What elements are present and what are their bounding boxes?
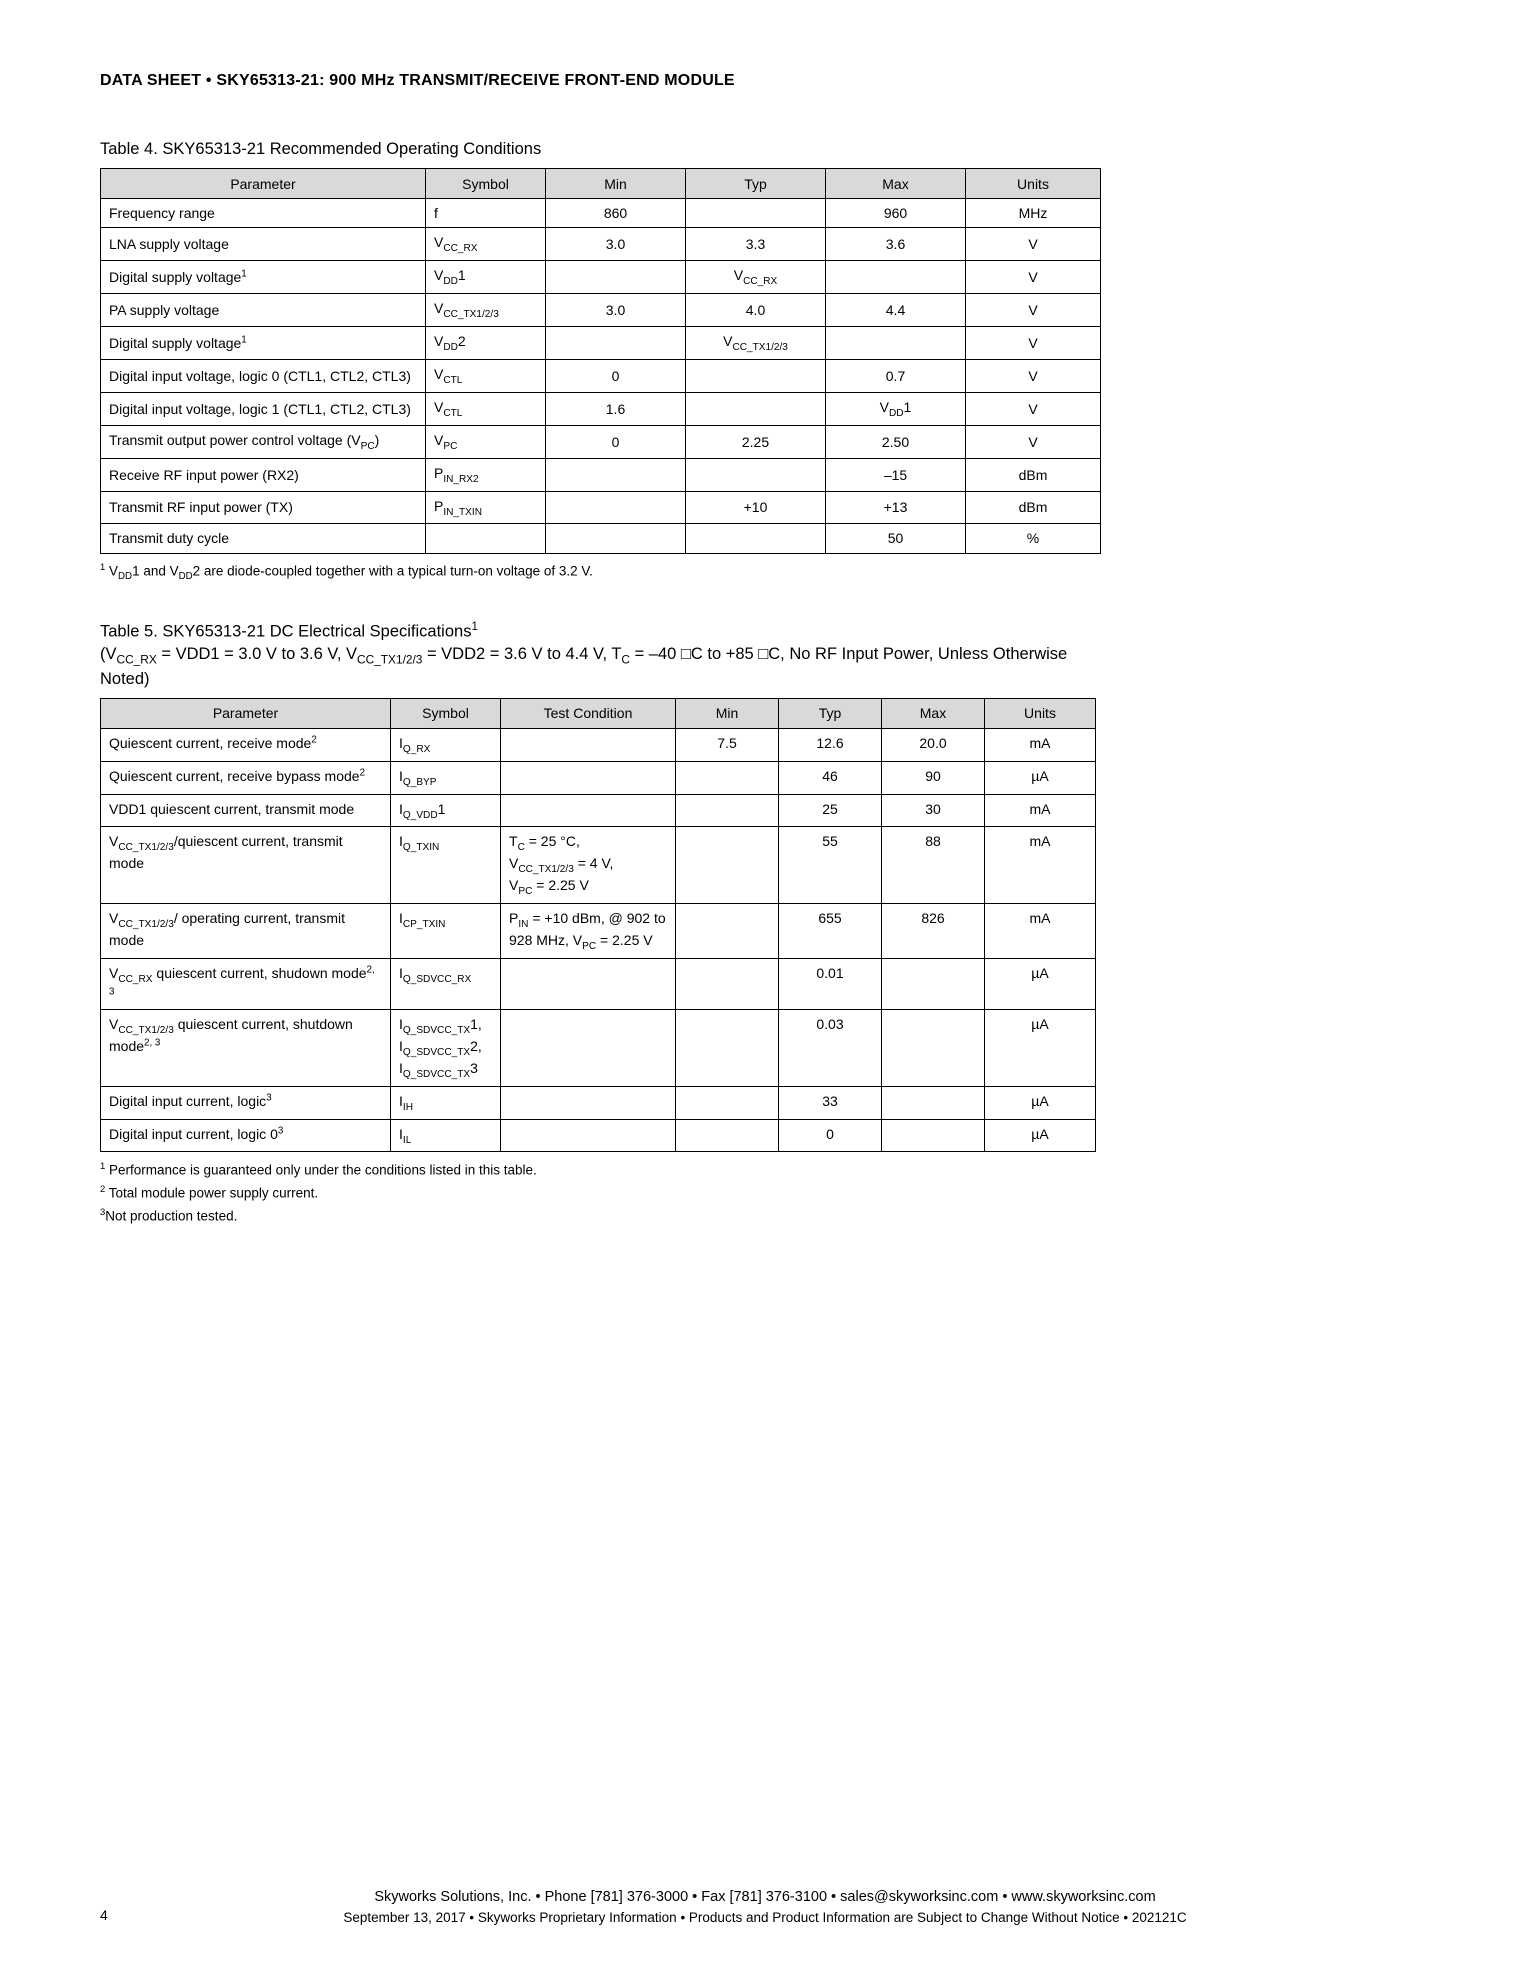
table-cell	[501, 1009, 676, 1086]
table-cell: f	[426, 199, 546, 228]
table4-recommended-operating-conditions	[100, 168, 1101, 553]
table-cell: µA	[985, 1086, 1096, 1119]
table-cell: V	[966, 360, 1101, 393]
column-header: Test Condition	[501, 698, 676, 728]
table-cell: %	[966, 524, 1101, 553]
table-cell: $P_{IN\_RX2}$	[426, 458, 546, 491]
table-cell: µA	[985, 1119, 1096, 1152]
table-cell: 3.0	[546, 294, 686, 327]
table-cell: 0.01	[779, 958, 882, 1009]
column-header: Min	[676, 698, 779, 728]
column-header: Typ	[686, 169, 826, 199]
table-row	[101, 1119, 1096, 1152]
table-cell: +10	[686, 491, 826, 524]
table5-body	[101, 728, 1096, 1152]
table-cell: V	[966, 327, 1101, 360]
table-cell: V	[966, 425, 1101, 458]
table-cell: $V_{CC\_RX}$	[426, 228, 546, 261]
table-cell	[826, 327, 966, 360]
table-cell: $I_{Q\_BYP}$	[391, 761, 501, 794]
table-cell: $I_{IL}$	[391, 1119, 501, 1152]
table-cell: $V_{DD}1$	[426, 261, 546, 294]
table5-footnote-2: $^2$ Total module power supply current.	[100, 1184, 319, 1201]
table5-dc-electrical-specifications	[100, 698, 1096, 1153]
table-cell: Digital input current, logic $0^3$	[101, 1119, 391, 1152]
table-cell: $I_{Q\_RX}$	[391, 728, 501, 761]
table-cell	[676, 1009, 779, 1086]
table-cell: $I_{Q\_SDVCC\_RX}$	[391, 958, 501, 1009]
table-cell: 25	[779, 794, 882, 827]
table5-section	[100, 620, 1430, 1226]
table-cell	[501, 958, 676, 1009]
table-cell	[501, 794, 676, 827]
table-cell	[882, 1086, 985, 1119]
table-row	[101, 958, 1096, 1009]
table-cell	[546, 327, 686, 360]
table-cell: Frequency range	[101, 199, 426, 228]
table-cell: Quiescent current, receive bypass mode$^2$	[101, 761, 391, 794]
table-row	[101, 425, 1101, 458]
table-cell: 88	[882, 827, 985, 904]
table-row	[101, 392, 1101, 425]
table-cell: 46	[779, 761, 882, 794]
table-cell: 655	[779, 904, 882, 959]
table-cell	[686, 524, 826, 553]
table-cell: Transmit RF input power (TX)	[101, 491, 426, 524]
table-cell: 30	[882, 794, 985, 827]
table-cell: $V_{CTL}$	[426, 360, 546, 393]
table-cell	[676, 1086, 779, 1119]
table-cell: 1.6	[546, 392, 686, 425]
table-cell: 0	[546, 360, 686, 393]
table-cell: $I_{IH}$	[391, 1086, 501, 1119]
table-cell: –15	[826, 458, 966, 491]
table-cell: $V_{PC}$	[426, 425, 546, 458]
page-number: 4	[100, 1907, 108, 1923]
table-row	[101, 199, 1101, 228]
table-cell: 90	[882, 761, 985, 794]
table-cell: 0.03	[779, 1009, 882, 1086]
table-cell: $I_{Q\_VDD}1$	[391, 794, 501, 827]
table-cell	[882, 1009, 985, 1086]
table-cell: µA	[985, 958, 1096, 1009]
column-header: Units	[966, 169, 1101, 199]
table-cell: $T_C = 25$ °C, $V_{CC\_TX1/2/3} = 4$ V, $V_{PC} = 2.25$ V	[501, 827, 676, 904]
table-cell: 12.6	[779, 728, 882, 761]
table-cell: $V_{CC\_TX1/2/3}$/quiescent current, transmit mode	[101, 827, 391, 904]
table-cell	[546, 524, 686, 553]
table-cell: $V_{CC\_TX1/2/3}/$ operating current, transmit mode	[101, 904, 391, 959]
table-cell: $V_{CC\_TX1/2/3}$	[426, 294, 546, 327]
table-cell	[676, 1119, 779, 1152]
table-cell	[676, 827, 779, 904]
table-cell: 55	[779, 827, 882, 904]
table5-conditions: ($V_{CC\_RX} = VDD1 = 3.0$ V to 3.6 V, $V_{CC\_TX1/2/3} = VDD2 = 3.6$ V to 4.4 V, $T_C = -40$ □C to +85 □C, No RF Input Power, Unless Otherwise Noted)	[100, 645, 1068, 688]
page-footer	[0, 1889, 1530, 1925]
table-cell: dBm	[966, 491, 1101, 524]
table-cell: $P_{IN} = +10$ dBm, @ 902 to 928 MHz, $V_{PC} = 2.25$ V	[501, 904, 676, 959]
table-row	[101, 904, 1096, 959]
table-cell: 960	[826, 199, 966, 228]
table-cell: $V_{CC\_TX1/2/3}$ quiescent current, shutdown mode$^{2, 3}$	[101, 1009, 391, 1086]
table-cell	[686, 199, 826, 228]
table-row	[101, 294, 1101, 327]
table-row	[101, 491, 1101, 524]
table-cell	[676, 761, 779, 794]
footer-legal-line: September 13, 2017 • Skyworks Proprietary Information • Products and Product Information are Subject to Change Without Notice • 202121C	[343, 1910, 1187, 1925]
column-header: Min	[546, 169, 686, 199]
table-cell: µA	[985, 1009, 1096, 1086]
table-cell: Receive RF input power (RX2)	[101, 458, 426, 491]
table-cell: mA	[985, 904, 1096, 959]
table-cell: Transmit output power control voltage $(V_{PC})$	[101, 425, 426, 458]
table-cell: V	[966, 261, 1101, 294]
table5-title: Table 5. SKY65313-21 DC Electrical Specifications$^1$	[100, 621, 478, 641]
table-cell: PA supply voltage	[101, 294, 426, 327]
table-row	[101, 794, 1096, 827]
table5-footnotes	[100, 1160, 1430, 1226]
table-row	[101, 1086, 1096, 1119]
table-row	[101, 228, 1101, 261]
table-cell: mA	[985, 827, 1096, 904]
table-cell: Digital input voltage, logic 0 (CTL1, CTL2, CTL3)	[101, 360, 426, 393]
table5-footnote-3: $^3$Not production tested.	[100, 1206, 238, 1224]
table-cell: V	[966, 228, 1101, 261]
table-row	[101, 524, 1101, 553]
table-cell: 2.50	[826, 425, 966, 458]
table-cell: $P_{IN\_TXIN}$	[426, 491, 546, 524]
table-cell	[426, 524, 546, 553]
table-cell: 33	[779, 1086, 882, 1119]
table-cell: 0	[546, 425, 686, 458]
table-cell: LNA supply voltage	[101, 228, 426, 261]
table-cell: VDD1 quiescent current, transmit mode	[101, 794, 391, 827]
table-cell	[676, 958, 779, 1009]
table-cell: 7.5	[676, 728, 779, 761]
table-cell: Transmit duty cycle	[101, 524, 426, 553]
table-row	[101, 360, 1101, 393]
table-cell	[501, 1086, 676, 1119]
table-cell: $V_{DD}1$	[826, 392, 966, 425]
table-cell: Digital supply voltage$^1$	[101, 261, 426, 294]
column-header: Parameter	[101, 169, 426, 199]
table4-footnote: $^1$ $V_{DD}1$ and $V_{DD}2$ are diode-coupled together with a typical turn-on voltage of 3.2 V.	[100, 561, 593, 582]
table5-header	[101, 698, 1096, 728]
column-header: Max	[882, 698, 985, 728]
table5-header-row	[101, 698, 1096, 728]
table-cell: 0.7	[826, 360, 966, 393]
column-header: Max	[826, 169, 966, 199]
table-cell: 3.6	[826, 228, 966, 261]
table-cell: 826	[882, 904, 985, 959]
table-cell: $I_{CP\_TXIN}$	[391, 904, 501, 959]
table-cell	[686, 360, 826, 393]
table-cell: V	[966, 392, 1101, 425]
table-cell: $V_{CC\_RX}$ quiescent current, shudown mode$^{2, 3}$	[101, 958, 391, 1009]
table-cell: µA	[985, 761, 1096, 794]
column-header: Symbol	[426, 169, 546, 199]
table-cell	[676, 904, 779, 959]
table-cell: Digital input voltage, logic 1 (CTL1, CTL2, CTL3)	[101, 392, 426, 425]
table-cell: $I_{Q\_SDVCC\_TX}1$, $I_{Q\_SDVCC\_TX}2$, $I_{Q\_SDVCC\_TX}3$	[391, 1009, 501, 1086]
table5-footnote-1: $^1$ Performance is guaranteed only under the conditions listed in this table.	[100, 1161, 537, 1178]
table-cell	[501, 728, 676, 761]
table-row	[101, 728, 1096, 761]
table-cell: 50	[826, 524, 966, 553]
table-cell	[686, 392, 826, 425]
table-cell: $V_{CC\_RX}$	[686, 261, 826, 294]
table-cell: MHz	[966, 199, 1101, 228]
table-cell: $V_{CC\_TX1/2/3}$	[686, 327, 826, 360]
table-row	[101, 327, 1101, 360]
table-cell: dBm	[966, 458, 1101, 491]
table-row	[101, 827, 1096, 904]
table-cell: 4.4	[826, 294, 966, 327]
table4-body	[101, 199, 1101, 553]
table-cell	[501, 761, 676, 794]
table-cell	[882, 958, 985, 1009]
table-cell: mA	[985, 728, 1096, 761]
table-cell: Quiescent current, receive mode$^2$	[101, 728, 391, 761]
table4-header	[101, 169, 1101, 199]
table-cell: 0	[779, 1119, 882, 1152]
table-cell: $I_{Q\_TXIN}$	[391, 827, 501, 904]
table-row	[101, 261, 1101, 294]
table-cell: V	[966, 294, 1101, 327]
table-cell: 20.0	[882, 728, 985, 761]
table-cell	[882, 1119, 985, 1152]
table-cell	[546, 261, 686, 294]
footer-contact-line: Skyworks Solutions, Inc. • Phone [781] 376-3000 • Fax [781] 376-3100 • sales@skyworksinc.com • www.skyworksinc.com	[374, 1889, 1156, 1905]
document-header-title: DATA SHEET • SKY65313-21: 900 MHz TRANSMIT/RECEIVE FRONT-END MODULE	[100, 72, 735, 89]
column-header: Typ	[779, 698, 882, 728]
table-cell	[501, 1119, 676, 1152]
table-cell	[826, 261, 966, 294]
table-cell: $V_{CTL}$	[426, 392, 546, 425]
column-header: Symbol	[391, 698, 501, 728]
column-header: Units	[985, 698, 1096, 728]
table-cell: Digital supply voltage$^1$	[101, 327, 426, 360]
table-row	[101, 761, 1096, 794]
table4-header-row	[101, 169, 1101, 199]
table-cell: $V_{DD}2$	[426, 327, 546, 360]
table-cell	[676, 794, 779, 827]
table4-title: Table 4. SKY65313-21 Recommended Operating Conditions	[100, 140, 542, 158]
table-cell: 4.0	[686, 294, 826, 327]
table-cell: 860	[546, 199, 686, 228]
table4-section	[100, 138, 1430, 584]
table-row	[101, 458, 1101, 491]
table-cell: 3.3	[686, 228, 826, 261]
table-cell: 2.25	[686, 425, 826, 458]
table-cell: mA	[985, 794, 1096, 827]
table-cell: 3.0	[546, 228, 686, 261]
table-cell: Digital input current, logic$^3$	[101, 1086, 391, 1119]
table-cell	[546, 458, 686, 491]
table-cell	[546, 491, 686, 524]
table-cell: +13	[826, 491, 966, 524]
table-row	[101, 1009, 1096, 1086]
column-header: Parameter	[101, 698, 391, 728]
table-cell	[686, 458, 826, 491]
